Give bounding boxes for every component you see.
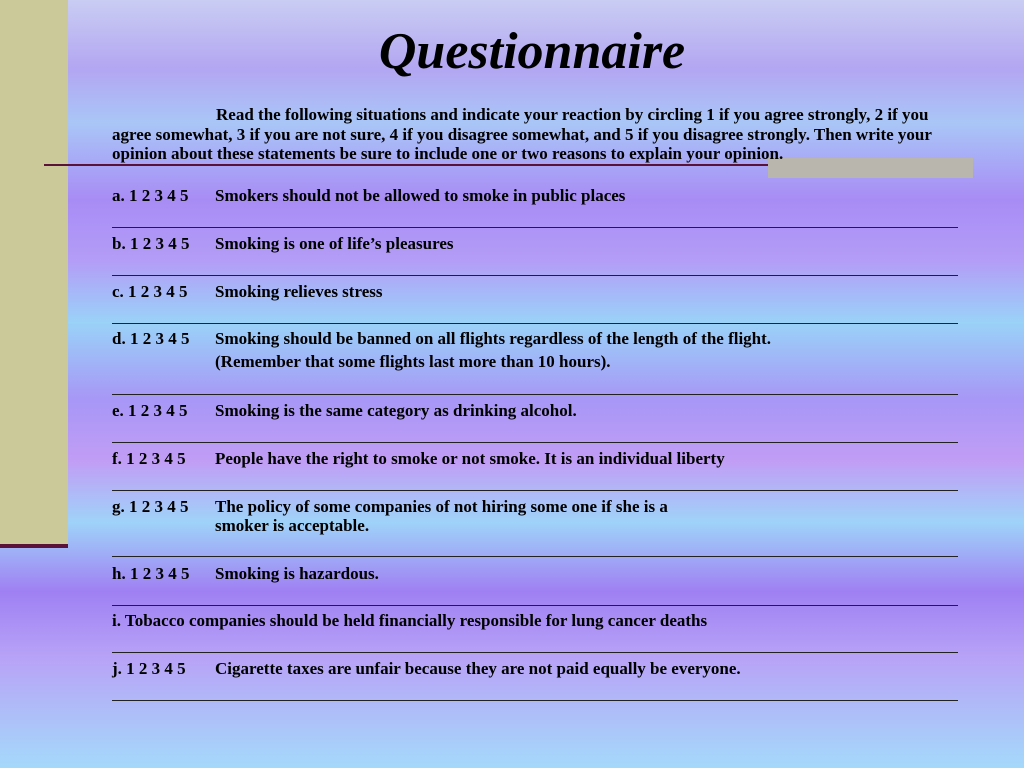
answer-line-d[interactable] (112, 394, 958, 395)
question-text-d-continued: (Remember that some flights last more than 10 hours). (215, 352, 611, 371)
question-text-h: Smoking is hazardous. (215, 564, 379, 583)
question-d (112, 329, 771, 371)
page-title: Questionnaire (378, 23, 686, 80)
question-text-i: i. Tobacco companies should be held financially responsible for lung cancer deaths (112, 611, 708, 630)
question-a (112, 186, 625, 205)
answer-line-b[interactable] (112, 275, 958, 276)
answer-line-g[interactable] (112, 556, 958, 557)
rating-scale-d[interactable]: d. 1 2 3 4 5 (112, 329, 190, 348)
question-h (112, 564, 379, 583)
question-text-g: The policy of some companies of not hiring some one if she is a (215, 497, 668, 516)
answer-line-a[interactable] (112, 227, 958, 228)
rating-scale-a[interactable]: a. 1 2 3 4 5 (112, 186, 189, 205)
answer-line-j[interactable] (112, 700, 958, 701)
question-text-e: Smoking is the same category as drinking alcohol. (215, 401, 577, 420)
question-c (112, 282, 382, 301)
question-j (112, 659, 741, 678)
rating-scale-f[interactable]: f. 1 2 3 4 5 (112, 449, 186, 468)
rating-scale-b[interactable]: b. 1 2 3 4 5 (112, 234, 190, 253)
question-text-c: Smoking relieves stress (215, 282, 383, 301)
question-b (112, 234, 454, 253)
question-text-b: Smoking is one of life’s pleasures (215, 234, 454, 253)
question-text-j: Cigarette taxes are unfair because they are not paid equally be everyone. (215, 659, 741, 678)
question-i (112, 611, 707, 630)
rating-scale-g[interactable]: g. 1 2 3 4 5 (112, 497, 189, 516)
rating-scale-h[interactable]: h. 1 2 3 4 5 (112, 564, 190, 583)
instructions-text: Read the following situations and indicate your reaction by circling 1 if you agree strongly, 2 if you agree somewhat, 3 if you are not sure, 4 if you disagree somewhat, and 5 if you disagree strongly. Then write your opinion about these statements be sure to include one or two reasons to explain your opinion. (112, 105, 932, 163)
answer-line-h[interactable] (112, 605, 958, 606)
question-g (112, 497, 668, 535)
answer-line-c[interactable] (112, 323, 958, 324)
question-e (112, 401, 577, 420)
question-text-f: People have the right to smoke or not smoke. It is an individual liberty (215, 449, 725, 468)
rating-scale-c[interactable]: c. 1 2 3 4 5 (112, 282, 188, 301)
question-f (112, 449, 725, 468)
rating-scale-j[interactable]: j. 1 2 3 4 5 (112, 659, 186, 678)
answer-line-e[interactable] (112, 442, 958, 443)
left-bar-underline (0, 544, 68, 548)
question-text-d: Smoking should be banned on all flights regardless of the length of the flight. (215, 329, 772, 348)
answer-line-i[interactable] (112, 652, 958, 653)
rating-scale-e[interactable]: e. 1 2 3 4 5 (112, 401, 188, 420)
left-decorative-bar (0, 0, 68, 546)
answer-line-f[interactable] (112, 490, 958, 491)
question-text-a: Smokers should not be allowed to smoke in public places (215, 186, 626, 205)
question-text-g-continued: smoker is acceptable. (215, 516, 370, 535)
